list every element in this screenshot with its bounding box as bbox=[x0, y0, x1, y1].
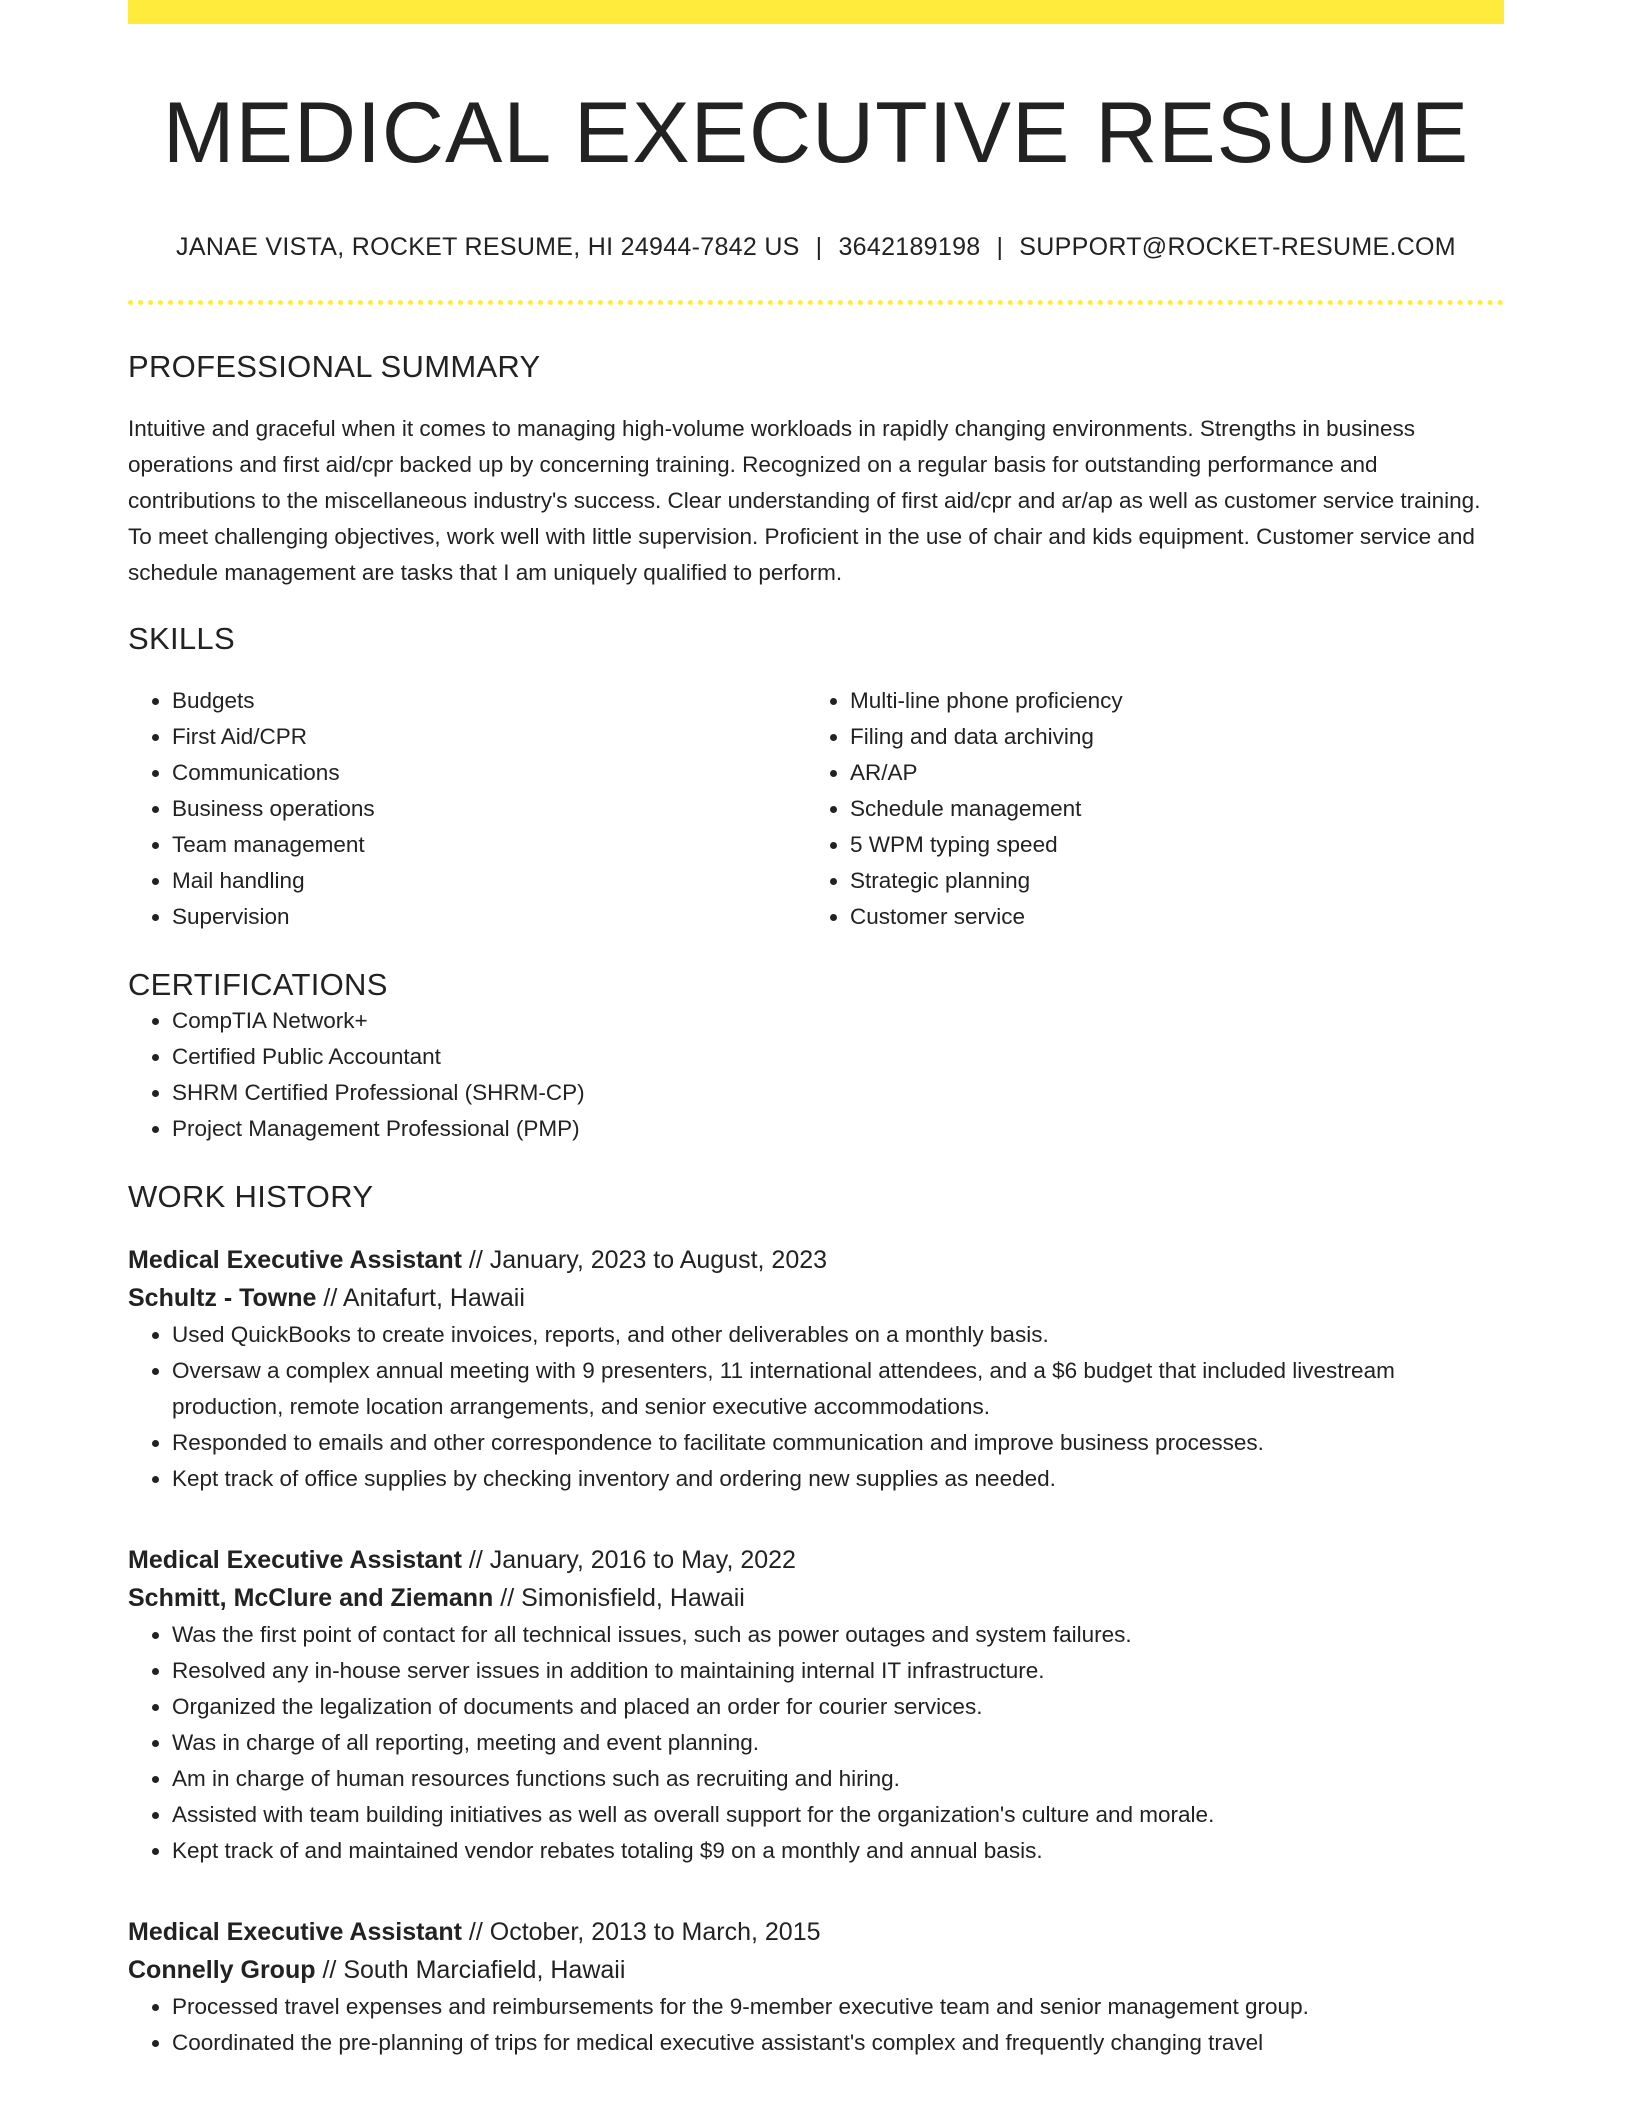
list-item: • Project Management Professional (PMP) bbox=[172, 1111, 1504, 1147]
job-company: Schultz - Towne bbox=[128, 1283, 317, 1312]
list-item: • Kept track of office supplies by checking inventory and ordering new supplies as needed. bbox=[172, 1461, 1504, 1497]
summary-text: Intuitive and graceful when it comes to managing high-volume workloads in rapidly changing environments. Strengths in business operations and first aid/cpr backed up by concerning training. Recognized on a regular basis for outstanding performance and contributions to the miscellaneous industry's success. Clear understanding of first aid/cpr and ar/ap as well as customer service training. To meet challenging objectives, work well with little supervision. Proficient in the use of chair and kids equipment. Customer service and schedule management are tasks that I am uniquely qualified to perform. bbox=[128, 415, 1481, 585]
list-item: • First Aid/CPR bbox=[172, 719, 806, 755]
list-item: • Certified Public Accountant bbox=[172, 1039, 1504, 1075]
job-title: Medical Executive Assistant bbox=[128, 1917, 462, 1946]
contact-phone: 3642189198 bbox=[838, 232, 981, 261]
job-company-line bbox=[128, 1579, 1504, 1617]
job-duties-list bbox=[128, 1617, 1504, 1869]
job-location: Anitafurt, Hawaii bbox=[342, 1283, 525, 1312]
list-item: • Was in charge of all reporting, meeting and event planning. bbox=[172, 1725, 1504, 1761]
list-item: • Assisted with team building initiatives as well as overall support for the organization's culture and morale. bbox=[172, 1797, 1504, 1833]
skills-column-left bbox=[128, 683, 806, 935]
job-location: South Marciafield, Hawaii bbox=[343, 1955, 626, 1984]
list-item: • Oversaw a complex annual meeting with 9 presenters, 11 international attendees, and a $6 budget that included livestream production, remote location arrangements, and senior executive accommodations. bbox=[172, 1353, 1504, 1425]
divider: // bbox=[323, 1283, 338, 1312]
job-dates: October, 2013 to March, 2015 bbox=[489, 1917, 821, 1946]
list-item: • CompTIA Network+ bbox=[172, 1003, 1504, 1039]
list-item: • Multi-line phone proficiency bbox=[850, 683, 1484, 719]
job-company-line bbox=[128, 1951, 1504, 1989]
resume-page bbox=[128, 0, 1504, 2061]
list-item: • Team management bbox=[172, 827, 806, 863]
list-item: • SHRM Certified Professional (SHRM-CP) bbox=[172, 1075, 1504, 1111]
list-item: • Am in charge of human resources functions such as recruiting and hiring. bbox=[172, 1761, 1504, 1797]
skills-columns bbox=[128, 683, 1504, 935]
list-item: • Mail handling bbox=[172, 863, 806, 899]
job-entry bbox=[128, 1241, 1504, 1497]
list-item: • Organized the legalization of documents and placed an order for courier services. bbox=[172, 1689, 1504, 1725]
list-item: • Filing and data archiving bbox=[850, 719, 1484, 755]
top-accent-bar bbox=[128, 0, 1504, 24]
job-duties-list bbox=[128, 1989, 1504, 2061]
list-item: • Communications bbox=[172, 755, 806, 791]
list-item: • Processed travel expenses and reimbursements for the 9-member executive team and senior management group. bbox=[172, 1989, 1504, 2025]
contact-line bbox=[128, 233, 1504, 262]
certifications-list bbox=[128, 1003, 1504, 1147]
job-title-line bbox=[128, 1241, 1504, 1279]
dotted-divider bbox=[128, 300, 1504, 305]
job-location: Simonisfield, Hawaii bbox=[521, 1583, 745, 1612]
job-title: Medical Executive Assistant bbox=[128, 1245, 462, 1274]
job-title-line bbox=[128, 1541, 1504, 1579]
page-title: MEDICAL EXECUTIVE RESUME bbox=[162, 85, 1470, 181]
list-item: • Used QuickBooks to create invoices, reports, and other deliverables on a monthly basis. bbox=[172, 1317, 1504, 1353]
list-item: • Was the first point of contact for all technical issues, such as power outages and system failures. bbox=[172, 1617, 1504, 1653]
list-item: • Coordinated the pre-planning of trips for medical executive assistant's complex and frequently changing travel bbox=[172, 2025, 1504, 2061]
divider: // bbox=[468, 1917, 483, 1946]
job-entry bbox=[128, 1541, 1504, 1869]
list-item: • Schedule management bbox=[850, 791, 1484, 827]
skills-column-right bbox=[806, 683, 1484, 935]
list-item: • Strategic planning bbox=[850, 863, 1484, 899]
skills-list-left bbox=[128, 683, 806, 935]
job-company: Schmitt, McClure and Ziemann bbox=[128, 1583, 494, 1612]
job-title-line bbox=[128, 1913, 1504, 1951]
contact-address: JANAE VISTA, ROCKET RESUME, HI 24944-7842 US bbox=[176, 232, 800, 261]
list-item: • Kept track of and maintained vendor rebates totaling $9 on a monthly and annual basis. bbox=[172, 1833, 1504, 1869]
work-history-list bbox=[128, 1241, 1504, 2061]
work-history-heading: WORK HISTORY bbox=[128, 1178, 374, 1214]
job-company: Connelly Group bbox=[128, 1955, 316, 1984]
skills-list-right bbox=[806, 683, 1484, 935]
job-dates: January, 2023 to August, 2023 bbox=[489, 1245, 828, 1274]
divider: // bbox=[468, 1245, 483, 1274]
list-item: • Budgets bbox=[172, 683, 806, 719]
job-dates: January, 2016 to May, 2022 bbox=[489, 1545, 796, 1574]
contact-separator: | bbox=[996, 232, 1004, 261]
list-item: • AR/AP bbox=[850, 755, 1484, 791]
job-duties-list bbox=[128, 1317, 1504, 1497]
skills-heading: SKILLS bbox=[128, 620, 235, 656]
list-item: • Supervision bbox=[172, 899, 806, 935]
list-item: • Responded to emails and other correspondence to facilitate communication and improve business processes. bbox=[172, 1425, 1504, 1461]
summary-heading: PROFESSIONAL SUMMARY bbox=[128, 348, 541, 384]
contact-email: SUPPORT@ROCKET-RESUME.COM bbox=[1019, 232, 1456, 261]
contact-separator: | bbox=[815, 232, 823, 261]
job-title: Medical Executive Assistant bbox=[128, 1545, 462, 1574]
divider: // bbox=[322, 1955, 337, 1984]
list-item: • Resolved any in-house server issues in addition to maintaining internal IT infrastructure. bbox=[172, 1653, 1504, 1689]
divider: // bbox=[500, 1583, 515, 1612]
job-company-line bbox=[128, 1279, 1504, 1317]
job-entry bbox=[128, 1913, 1504, 2061]
divider: // bbox=[468, 1545, 483, 1574]
certifications-heading: CERTIFICATIONS bbox=[128, 966, 388, 1002]
list-item: • Customer service bbox=[850, 899, 1484, 935]
list-item: • Business operations bbox=[172, 791, 806, 827]
list-item: • 5 WPM typing speed bbox=[850, 827, 1484, 863]
